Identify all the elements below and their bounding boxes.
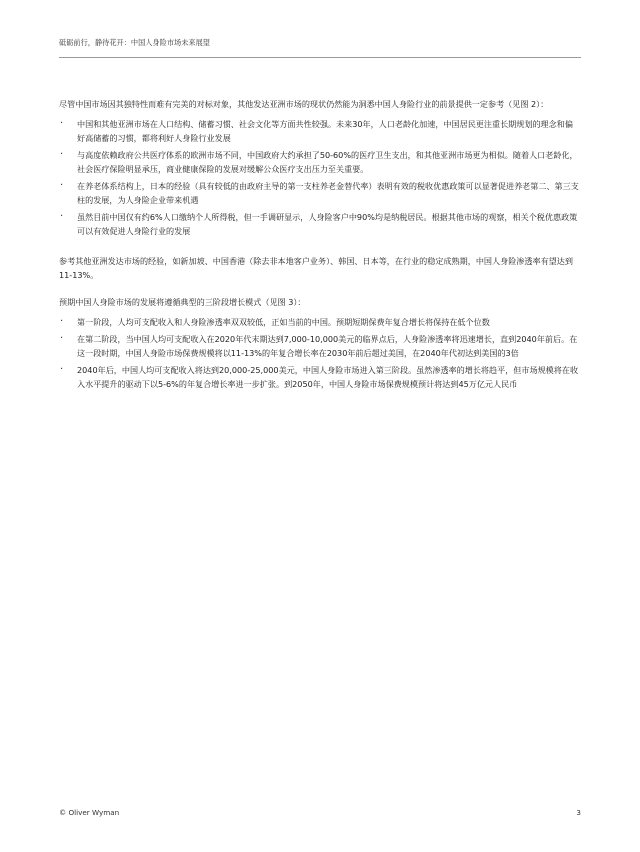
main-content (59, 97, 581, 394)
list-item: · 第一阶段，人均可支配收入和人身险渗透率双双较低，正如当前的中国。预期短期保费年复合增长将保持在低个位数 (59, 315, 581, 329)
three-stage-intro: 预期中国人身险市场的发展将遵循典型的三阶段增长模式（见图 3）： (59, 297, 306, 307)
page-number: 3 (576, 808, 581, 817)
header-divider (59, 57, 581, 58)
list-item: · 2040年后，中国人均可支配收入将达到20,000-25,000美元，中国人身险市场进入第三阶段。虽然渗透率的增长将趋平，但市场规模将在收入水平提升的驱动下以5-6%的年复合增长率进一步扩张。到2050年，中国人身险市场保费规模预计将达到45万亿元人民币 (59, 363, 581, 391)
spacer (59, 241, 581, 254)
list-item: · 在养老体系结构上，日本的经验（具有较低的由政府主导的第一支柱养老金替代率）表明有效的税收优惠政策可以显著促进养老第二、第三支柱的发展，为人身险企业带来机遇 (59, 179, 581, 207)
intro-paragraph: 尽管中国市场因其独特性而难有完美的对标对象，其他发达亚洲市场的现状仍然能为洞悉中国人身险行业的前景提供一定参考（见图 2）： (59, 99, 549, 109)
penetration-paragraph: 参考其他亚洲发达市场的经验，如新加坡、中国香港（除去非本地客户业务）、韩国、日本等，在行业的稳定成熟期，中国人身险渗透率有望达到11-13%。 (59, 256, 573, 280)
spacer (59, 282, 581, 295)
copyright-text: © Oliver Wyman (59, 808, 120, 817)
list-item: · 在第二阶段，当中国人均可支配收入在2020年代末期达到7,000-10,000美元的临界点后，人身险渗透率将迅速增长，直到2040年前后。在这一段时期，中国人身险市场保费规模将以11-13%的年复合增长率在2030年前后超过美国，在2040年代初达到美国的3倍 (59, 332, 581, 360)
list-item: · 虽然目前中国仅有约6%人口缴纳个人所得税，但一手调研显示，人身险客户中90%均是纳税居民。根据其他市场的观察，相关个税优惠政策可以有效促进人身险行业的发展 (59, 210, 581, 238)
page-header (59, 38, 581, 58)
bullet-list-asia-comparison (59, 117, 581, 238)
list-item: · 中国和其他亚洲市场在人口结构、储蓄习惯、社会文化等方面共性较强。未来30年，人口老龄化加速，中国居民更注重长期规划的理念和偏好高储蓄的习惯，都将利好人身险行业发展 (59, 117, 581, 145)
page-footer (59, 808, 581, 817)
list-item: · 与高度依赖政府公共医疗体系的欧洲市场不同，中国政府大约承担了50-60%的医疗卫生支出，和其他亚洲市场更为相似。随着人口老龄化，社会医疗保险明显承压，商业健康保险的发展对缓解公众医疗支出压力至关重要。 (59, 148, 581, 176)
bullet-list-growth-stages (59, 315, 581, 391)
header-title: 砥砺前行，静待花开：中国人身险市场未来展望 (59, 38, 210, 47)
